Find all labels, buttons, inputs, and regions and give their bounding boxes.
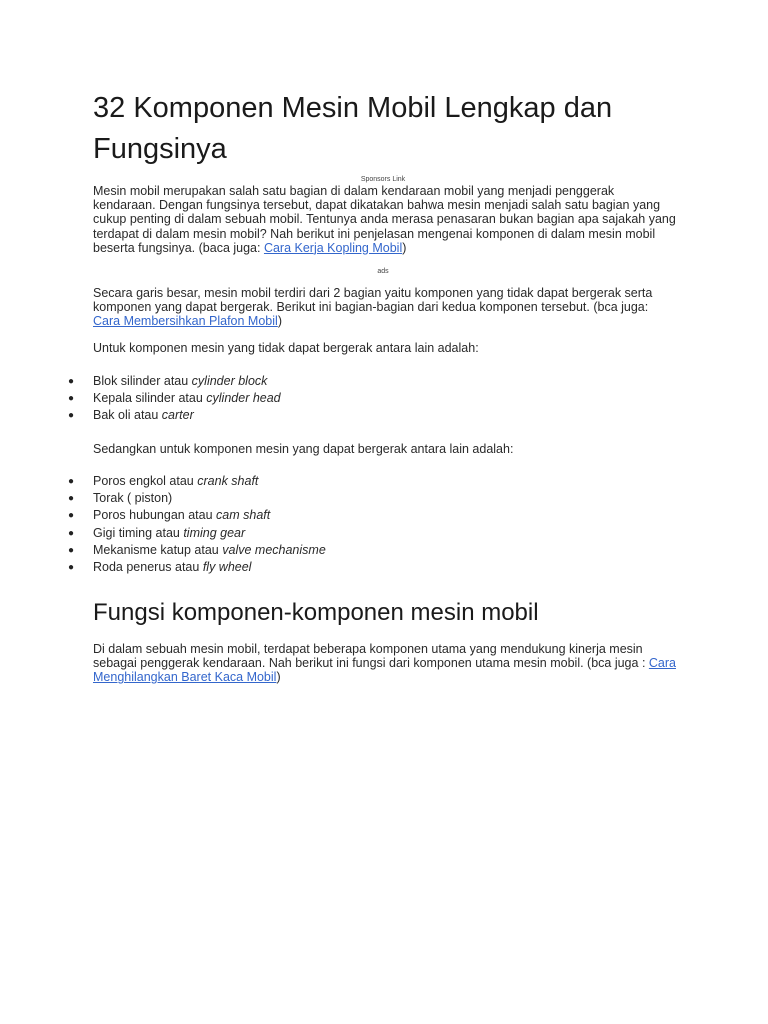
sponsors-label: Sponsors Link bbox=[360, 176, 406, 183]
moving-components-list bbox=[68, 473, 668, 576]
bullet-icon: ● bbox=[68, 561, 75, 573]
paragraph-2-after: ) bbox=[277, 314, 282, 329]
bullet-icon: ● bbox=[68, 376, 75, 387]
list-item bbox=[68, 473, 668, 490]
link-cara-kerja-kopling[interactable]: Cara Kerja Kopling Mobil bbox=[263, 240, 403, 255]
page-title: 32 Komponen Mesin Mobil Lengkap dan Fungsinya bbox=[93, 92, 613, 165]
intro-after: ) bbox=[402, 240, 407, 255]
list-item-text: Torak ( piston) bbox=[93, 491, 173, 506]
section-title: Fungsi komponen-komponen mesin mobil bbox=[93, 599, 539, 626]
bullet-icon: ● bbox=[68, 510, 75, 522]
list-item bbox=[68, 407, 668, 424]
list-item-text: Mekanisme katup atau bbox=[93, 542, 223, 557]
static-components-list bbox=[68, 373, 668, 425]
paragraph-3 bbox=[93, 642, 678, 685]
intro-text: Mesin mobil merupakan salah satu bagian di dalam kendaraan mobil yang menjadi penggerak kendaraan. Dengan fungsinya tersebut, dapat dikatakan bahwa mesin menjadi salah satu bagian yang cukup penting di dalam sebuah mobil. Tentunya anda merasa penasaran bukan bagian apa sajakah yang terdapat di dalam mesin mobil? Nah berikut ini penjelasan mengenai komponen di dalam mesin mobil beserta fungsinya. (baca juga: bbox=[93, 184, 676, 255]
list-item-term: crank shaft bbox=[197, 474, 259, 488]
link-membersihkan-plafon[interactable]: Cara Membersihkan Plafon Mobil bbox=[93, 314, 278, 329]
list-item-term: cylinder block bbox=[191, 374, 268, 388]
ads-label: ads bbox=[377, 268, 389, 275]
list-item-term: carter bbox=[161, 408, 194, 423]
list-item-text: Kepala silinder atau bbox=[93, 391, 207, 406]
list-item-text: Bak oli atau bbox=[93, 408, 162, 423]
list-item-term: valve mechanisme bbox=[222, 542, 326, 557]
list-item-text: Gigi timing atau bbox=[93, 525, 184, 540]
list-item-term: timing gear bbox=[183, 525, 246, 540]
bullet-icon: ● bbox=[68, 544, 75, 556]
list-item bbox=[68, 490, 668, 507]
list-item-term: cam shaft bbox=[216, 508, 271, 523]
list-item-term: cylinder head bbox=[206, 391, 281, 406]
list-item bbox=[68, 507, 668, 524]
bullet-icon: ● bbox=[68, 527, 75, 539]
list-item bbox=[68, 390, 668, 407]
list-item bbox=[68, 525, 668, 542]
static-components-intro: Untuk komponen mesin yang tidak dapat bergerak antara lain adalah: bbox=[93, 341, 479, 355]
bullet-icon: ● bbox=[68, 493, 75, 505]
link-menghilangkan-baret[interactable]: Cara Menghilangkan Baret Kaca Mobil bbox=[93, 656, 676, 685]
list-item bbox=[68, 542, 668, 559]
bullet-icon: ● bbox=[68, 393, 75, 405]
list-item-text: Roda penerus atau bbox=[93, 559, 203, 574]
paragraph-3-after: ) bbox=[276, 670, 281, 685]
paragraph-2 bbox=[93, 286, 678, 329]
list-item bbox=[68, 559, 668, 576]
bullet-icon: ● bbox=[68, 476, 75, 487]
paragraph-2-text: Secara garis besar, mesin mobil terdiri dari 2 bagian yaitu komponen yang tidak dapat bergerak serta komponen yang dapat bergerak. Berikut ini bagian-bagian dari kedua komponen tersebut. (bca juga: bbox=[93, 286, 653, 315]
list-item-text: Poros engkol atau bbox=[93, 474, 198, 488]
list-item-text: Blok silinder atau bbox=[93, 374, 192, 388]
list-item bbox=[68, 373, 668, 390]
moving-components-intro: Sedangkan untuk komponen mesin yang dapat bergerak antara lain adalah: bbox=[93, 442, 514, 456]
intro-paragraph bbox=[93, 184, 678, 255]
list-item-text: Poros hubungan atau bbox=[93, 508, 217, 523]
paragraph-3-text: Di dalam sebuah mesin mobil, terdapat beberapa komponen utama yang mendukung kinerja mesin sebagai penggerak kendaraan. Nah berikut ini fungsi dari komponen utama mesin mobil. (bca juga : bbox=[93, 642, 649, 671]
list-item-term: fly wheel bbox=[202, 559, 252, 574]
bullet-icon: ● bbox=[68, 410, 75, 422]
